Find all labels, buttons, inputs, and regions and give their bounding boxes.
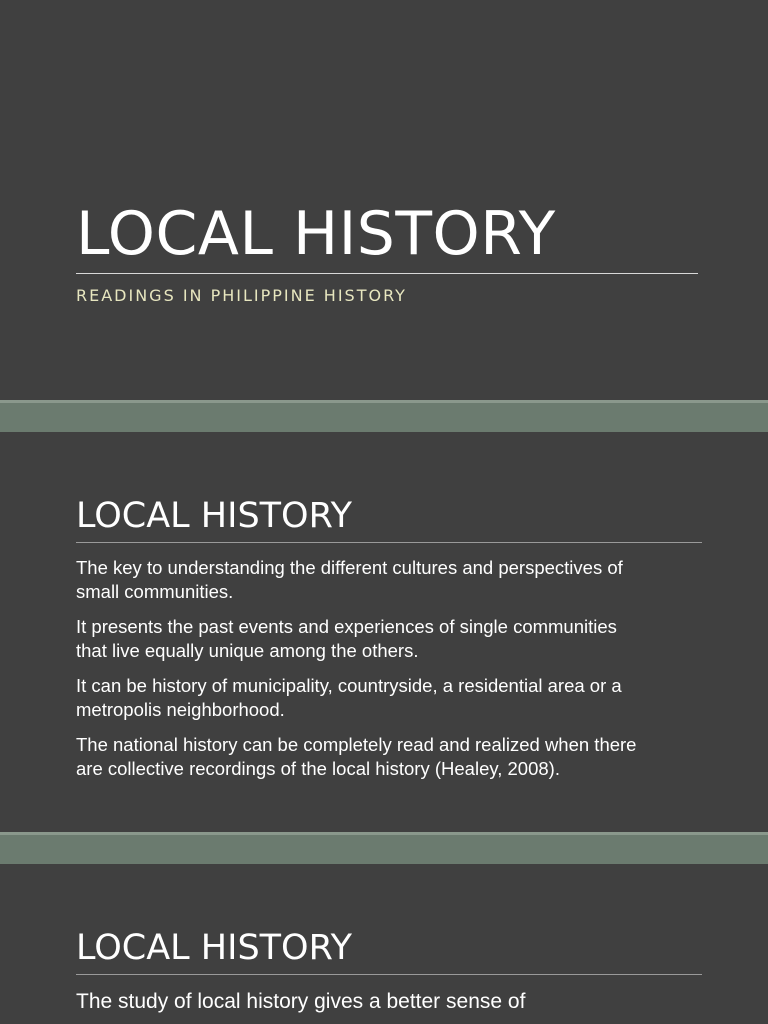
slide-heading: LOCAL HISTORY — [76, 496, 353, 536]
paragraph: The study of local history gives a better sense of — [76, 990, 526, 1013]
heading-divider — [76, 542, 702, 543]
slide-heading: LOCAL HISTORY — [76, 928, 353, 968]
slide-separator — [0, 832, 768, 864]
presentation-title: LOCAL HISTORY — [76, 199, 556, 269]
heading-divider — [76, 974, 702, 975]
separator-edge — [0, 400, 768, 403]
paragraph: It presents the past events and experiences of single communities that live equally unique among the others. — [76, 616, 617, 661]
paragraph: It can be history of municipality, countryside, a residential area or a metropolis neighborhood. — [76, 675, 622, 720]
presentation-subtitle: READINGS IN PHILIPPINE HISTORY — [76, 286, 407, 305]
title-divider — [76, 273, 698, 274]
separator-edge — [0, 832, 768, 835]
paragraph: The national history can be completely read and realized when there are collective recordings of the local history (Healey, 2008). — [76, 734, 637, 779]
slide-body — [76, 556, 716, 792]
paragraph: The key to understanding the different cultures and perspectives of small communities. — [76, 557, 623, 602]
slide-separator — [0, 400, 768, 432]
slide-body — [76, 989, 716, 1024]
